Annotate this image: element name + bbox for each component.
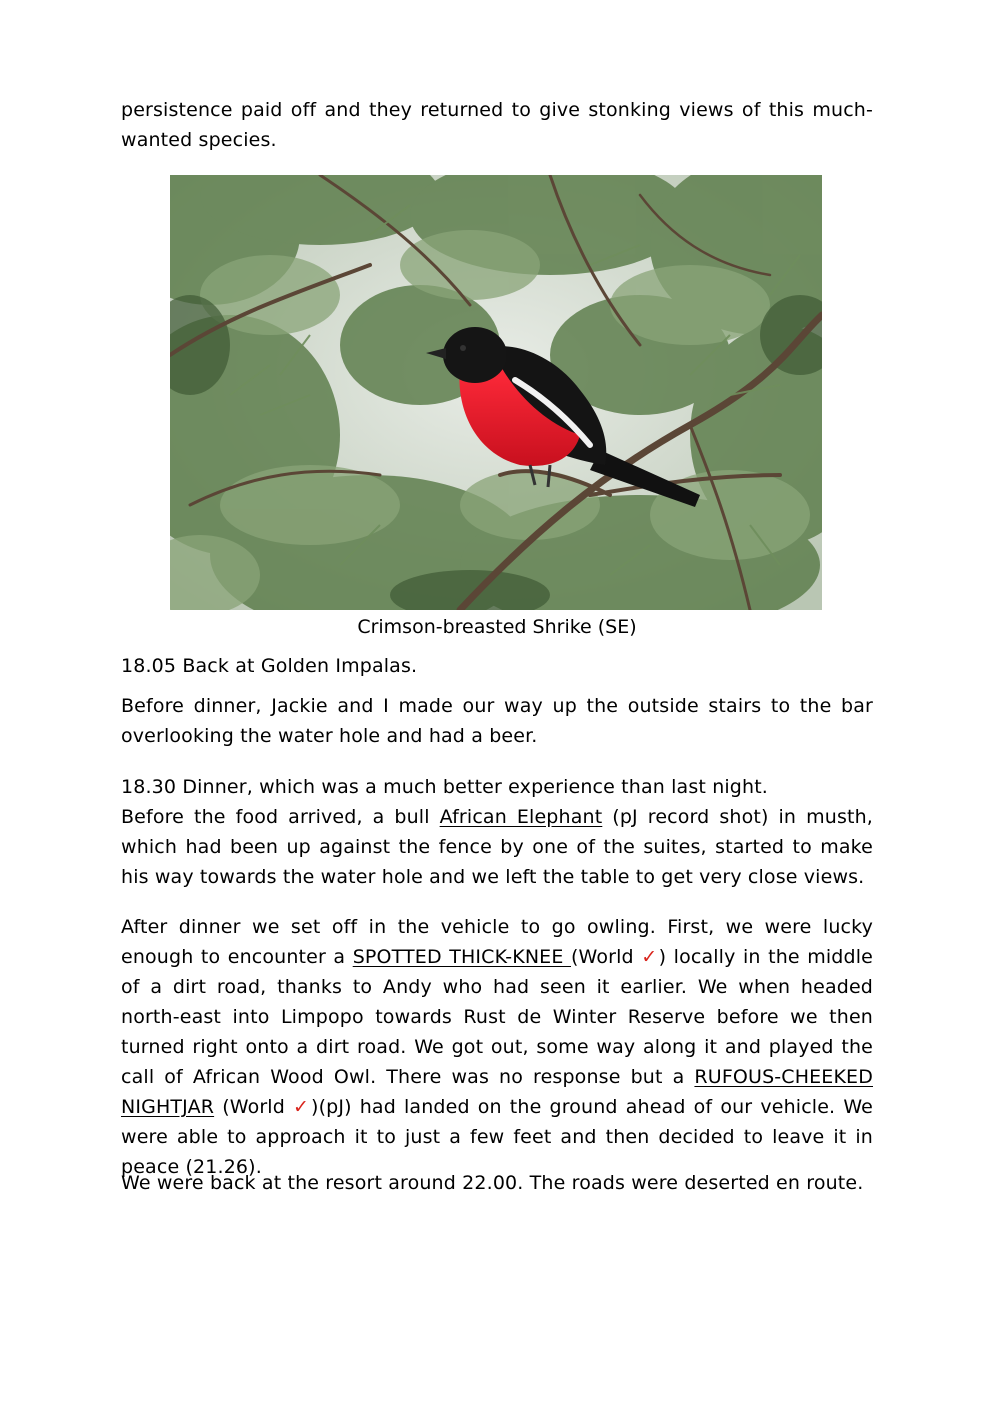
dinner-first-line: 18.30 Dinner, which was a much better experience than last night. bbox=[121, 776, 769, 798]
paragraph-arrival: 18.05 Back at Golden Impalas. bbox=[121, 655, 418, 677]
species-spotted-thick-knee: SPOTTED THICK-KNEE bbox=[352, 946, 571, 968]
tick-icon: ✓ bbox=[641, 946, 659, 968]
species-rufous-cheeked-nightjar: RUFOUS-CHEEKED NIGHTJAR bbox=[121, 1066, 873, 1118]
owling-text-2: (World bbox=[570, 946, 642, 968]
owling-text-4: (World bbox=[214, 1096, 294, 1118]
intro-paragraph: persistence paid off and they returned to give stonking views of this much-wanted species. bbox=[121, 99, 873, 151]
dinner-post: (pJ record shot) in musth, which had been up against the fence by one of the suites, started to make his way towards the water hole and we left the table to get very close views. bbox=[121, 806, 873, 888]
owling-text-1: After dinner we set off in the vehicle to go owling. First, we were lucky enough to encounter a bbox=[121, 916, 873, 968]
document-page bbox=[121, 95, 873, 1194]
tick-icon: ✓ bbox=[293, 1096, 311, 1118]
owling-text-3: ) locally in the middle of a dirt road, thanks to Andy who had seen it earlier. We when headed north-east into Limpopo towards Rust de Winter Reserve before we then turned right onto a dirt road. We got out, some way along it and played the call of African Wood Owl. There was no response but a bbox=[121, 946, 873, 1088]
crimson-breasted-shrike-photo bbox=[170, 175, 822, 610]
dinner-body bbox=[121, 802, 873, 892]
paragraph-owling bbox=[121, 912, 873, 1182]
bird-photo bbox=[170, 175, 822, 610]
dinner-pre: Before the food arrived, a bull bbox=[121, 806, 440, 828]
paragraph-return: We were back at the resort around 22.00. The roads were deserted en route. bbox=[121, 1172, 864, 1194]
figure-caption: Crimson-breasted Shrike (SE) bbox=[357, 616, 637, 638]
paragraph-bar: Before dinner, Jackie and I made our way up the outside stairs to the bar overlooking the water hole and had a beer. bbox=[121, 695, 873, 747]
owling-text-5: )(pJ) had landed on the ground ahead of our vehicle. We were able to approach it to just a few feet and then decided to leave it in peace (21.26). bbox=[121, 1096, 873, 1178]
paragraph-dinner bbox=[121, 772, 873, 892]
species-african-elephant: African Elephant bbox=[439, 806, 603, 828]
